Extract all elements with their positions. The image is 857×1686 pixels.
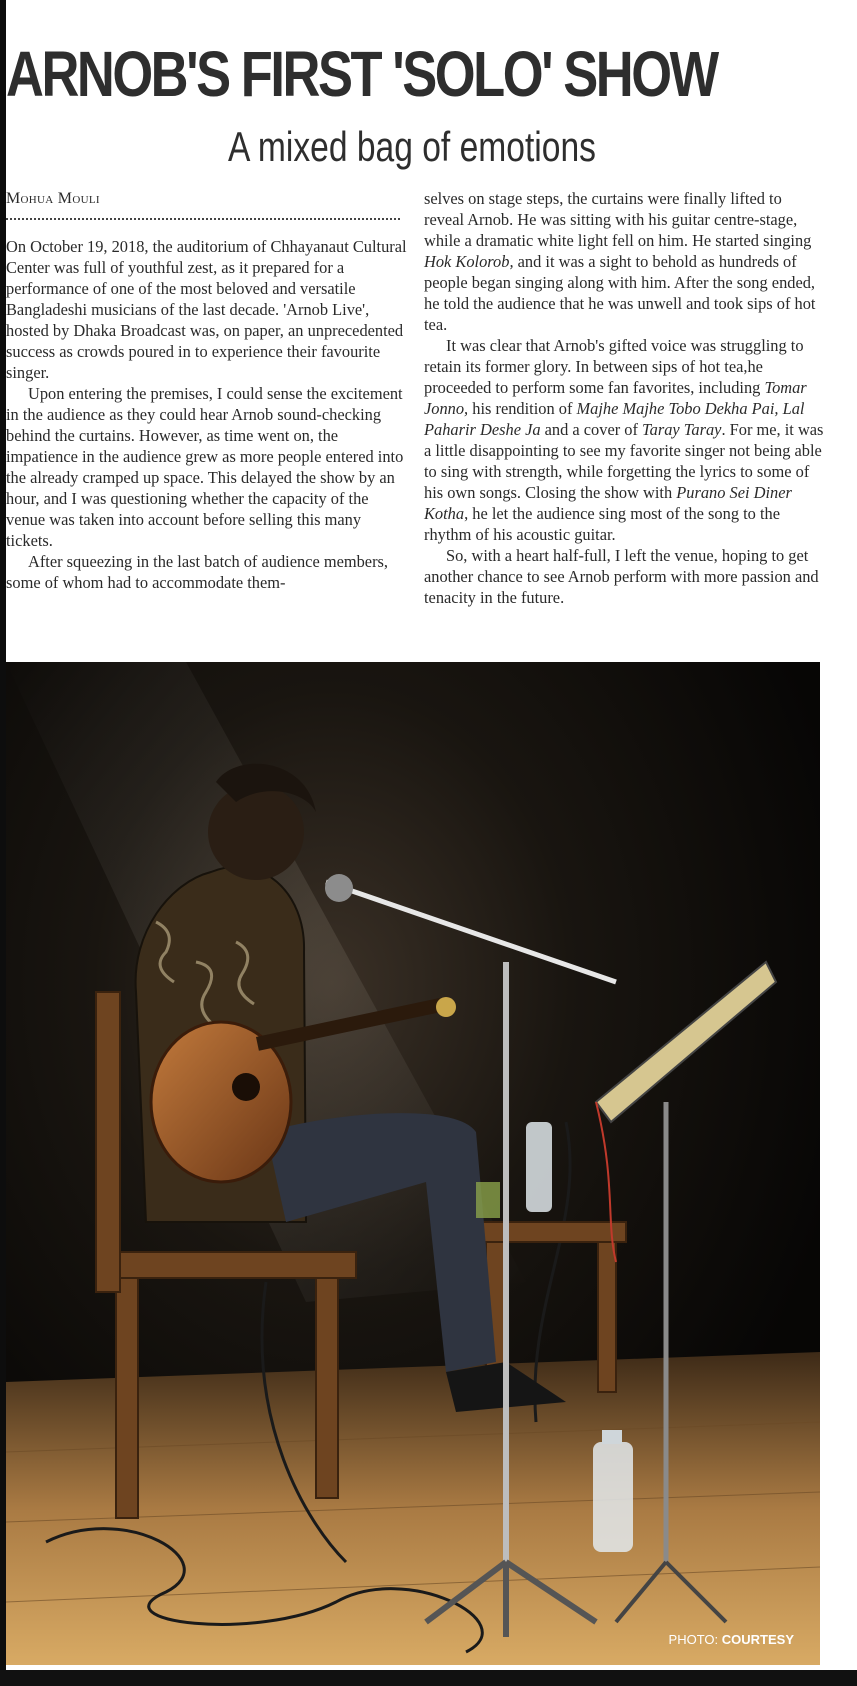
concert-photo — [6, 662, 820, 1665]
concert-photo-illustration — [6, 662, 820, 1665]
byline: Mohua Mouli — [6, 190, 100, 207]
subheadline-text: A mixed bag of emotions — [228, 123, 596, 170]
article-column-1 — [6, 236, 408, 593]
text-run: selves on stage steps, the curtains were finally lifted to reveal Arnob. He was sitting with his guitar centre-stage, while a dramatic white light fell on him. He started singing — [424, 189, 812, 250]
page-bottom-bar — [0, 1670, 857, 1686]
song-title: Majhe Majhe Tobo Dekha Pai, Lal Paharir Deshe Ja — [424, 399, 805, 439]
song-title: Purano Sei Diner Kotha — [424, 483, 792, 523]
subheadline — [0, 122, 824, 172]
paragraph: So, with a heart half-full, I left the venue, hoping to get another chance to see Arnob perform with more passion and tenacity in the future. — [424, 546, 819, 607]
paragraph — [424, 335, 824, 545]
byline-divider — [6, 218, 400, 220]
paragraph: On October 19, 2018, the auditorium of Chhayanaut Cultural Center was full of youthful zest, as it prepared for a performance of one of the most beloved and versatile Bangladeshi musicians of the last decade. 'Arnob Live', hosted by Dhaka Broadcast was, on paper, an unprecedented success as crowds poured in to experience their favourite singer. — [6, 237, 407, 382]
photo-credit-name: COURTESY — [721, 1632, 794, 1647]
text-run: It was clear that Arnob's gifted voice was struggling to retain its former glory. In between sips of hot tea,he proceeded to perform some fan favorites, including — [424, 336, 804, 397]
headline: ARNOB'S FIRST 'SOLO' SHOW — [6, 38, 717, 110]
text-run: and it was a sight to behold as hundreds of people began singing along with him. After the song ended, he told the audience that he was unwell and took sips of hot tea. — [424, 252, 816, 334]
photo-credit-prefix: PHOTO: — [668, 1632, 722, 1647]
song-title: Tomar Jonno, — [424, 378, 807, 418]
text-run: his rendition of — [468, 399, 577, 418]
paragraph — [424, 188, 824, 335]
paragraph: After squeezing in the last batch of audience members, some of whom had to accommodate them- — [6, 552, 389, 592]
text-run: , he let the audience sing most of the song to the rhythm of his acoustic guitar. — [424, 504, 780, 544]
song-title: Taray Taray — [642, 420, 722, 439]
song-title: Hok Kolorob, — [424, 252, 514, 271]
text-run: and a cover of — [540, 420, 643, 439]
paragraph: Upon entering the premises, I could sense the excitement in the audience as they could hear Arnob sound-checking behind the curtains. However, as time went on, the impatience in the audience grew as more people entered into the already cramped up space. This delayed the show by an hour, and I was questioning whether the capacity of the venue was taken into account before selling this many tickets. — [6, 384, 404, 550]
text-run: . For me, it was a little disappointing to see my favorite singer not being able to sing with strength, while forgetting the lyrics to some of his own songs. Closing the show with — [424, 420, 824, 502]
article-column-2 — [424, 188, 824, 608]
photo-credit — [669, 1632, 794, 1647]
